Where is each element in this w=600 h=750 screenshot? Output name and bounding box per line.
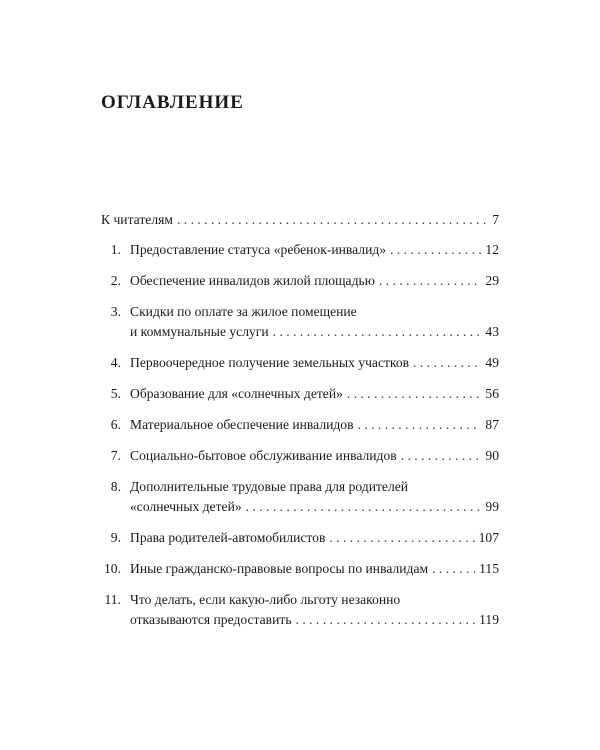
toc-entry-8[interactable] xyxy=(101,477,499,517)
toc-entry-3[interactable] xyxy=(101,302,499,342)
toc-entry-number: 6. xyxy=(110,417,121,432)
toc-page-number: 29 xyxy=(485,273,499,288)
toc-entry-2[interactable] xyxy=(101,271,499,291)
dot-leader xyxy=(390,240,481,260)
toc-line xyxy=(130,559,499,579)
toc-entry-text: и коммунальные услуги xyxy=(130,324,269,339)
toc-entry-5[interactable] xyxy=(101,384,499,404)
toc-line xyxy=(130,240,499,260)
toc-line xyxy=(130,302,499,322)
toc-page-number: 12 xyxy=(485,242,499,257)
toc-entry-text: Что делать, если какую-либо льготу незаконно xyxy=(130,592,401,607)
dot-leader xyxy=(401,446,482,466)
toc-page-number: 43 xyxy=(485,324,499,339)
dot-leader xyxy=(273,322,482,342)
toc-line xyxy=(130,322,499,342)
toc-entry-text: Иные гражданско-правовые вопросы по инвалидам xyxy=(130,561,429,576)
toc-entry-number: 1. xyxy=(110,242,121,257)
toc-line xyxy=(130,446,499,466)
toc-entry-4[interactable] xyxy=(101,353,499,373)
toc-line xyxy=(130,353,499,373)
toc-entry-text: Материальное обеспечение инвалидов xyxy=(130,417,354,432)
toc-entry-text: Права родителей-автомобилистов xyxy=(130,530,326,545)
toc-line xyxy=(130,528,499,548)
dot-leader xyxy=(358,415,482,435)
toc-entry-number: 7. xyxy=(110,448,121,463)
toc-entry-number: 5. xyxy=(110,386,121,401)
toc-entry-text: отказываются предоставить xyxy=(130,612,292,627)
toc-page-number: 119 xyxy=(479,612,499,627)
toc-entry-intro[interactable] xyxy=(101,210,499,230)
toc-entry-6[interactable] xyxy=(101,415,499,435)
toc-entry-text: Скидки по оплате за жилое помещение xyxy=(130,304,357,319)
toc-page-number: 90 xyxy=(485,448,499,463)
toc-entry-10[interactable] xyxy=(101,559,499,579)
dot-leader xyxy=(379,271,482,291)
toc-line xyxy=(130,610,499,630)
toc-page-number: 87 xyxy=(485,417,499,432)
toc-line xyxy=(130,497,499,517)
toc-page-number: 7 xyxy=(492,212,499,227)
dot-leader xyxy=(413,353,481,373)
dot-leader xyxy=(329,528,474,548)
toc-page-number: 115 xyxy=(479,561,499,576)
dot-leader xyxy=(177,210,488,230)
toc-entry-number: 2. xyxy=(110,273,121,288)
toc-entry-text: Первоочередное получение земельных участков xyxy=(130,355,410,370)
toc-entry-7[interactable] xyxy=(101,446,499,466)
toc-page-number: 49 xyxy=(485,355,499,370)
toc-entry-text: Социально-бытовое обслуживание инвалидов xyxy=(130,448,397,463)
toc-entry-text: Предоставление статуса «ребенок-инвалид» xyxy=(130,242,387,257)
toc-line xyxy=(130,271,499,291)
toc-entry-11[interactable] xyxy=(101,590,499,630)
toc-entry-9[interactable] xyxy=(101,528,499,548)
toc-page-number: 99 xyxy=(485,499,499,514)
toc-entry-text: К читателям xyxy=(101,212,173,227)
toc-entry-1[interactable] xyxy=(101,240,499,260)
toc-line xyxy=(130,415,499,435)
toc-line xyxy=(101,210,499,230)
toc-entry-number: 11. xyxy=(104,592,121,607)
toc-entry-number: 9. xyxy=(110,530,121,545)
dot-leader xyxy=(296,610,476,630)
toc-entry-number: 4. xyxy=(110,355,121,370)
toc-line xyxy=(130,590,499,610)
toc-entry-number: 8. xyxy=(110,479,121,494)
toc-entry-text: Обеспечение инвалидов жилой площадью xyxy=(130,273,375,288)
toc-page-number: 56 xyxy=(485,386,499,401)
toc-entry-number: 3. xyxy=(110,304,121,319)
table-of-contents xyxy=(101,210,499,641)
dot-leader xyxy=(347,384,482,404)
toc-line xyxy=(130,384,499,404)
dot-leader xyxy=(246,497,482,517)
dot-leader xyxy=(432,559,475,579)
toc-entry-text: Образование для «солнечных детей» xyxy=(130,386,343,401)
toc-entry-number: 10. xyxy=(104,561,121,576)
toc-entry-text: Дополнительные трудовые права для родителей xyxy=(130,479,409,494)
toc-entry-text: «солнечных детей» xyxy=(130,499,242,514)
toc-page-number: 107 xyxy=(478,530,499,545)
toc-line xyxy=(130,477,499,497)
page-title: ОГЛАВЛЕНИЕ xyxy=(101,92,244,113)
